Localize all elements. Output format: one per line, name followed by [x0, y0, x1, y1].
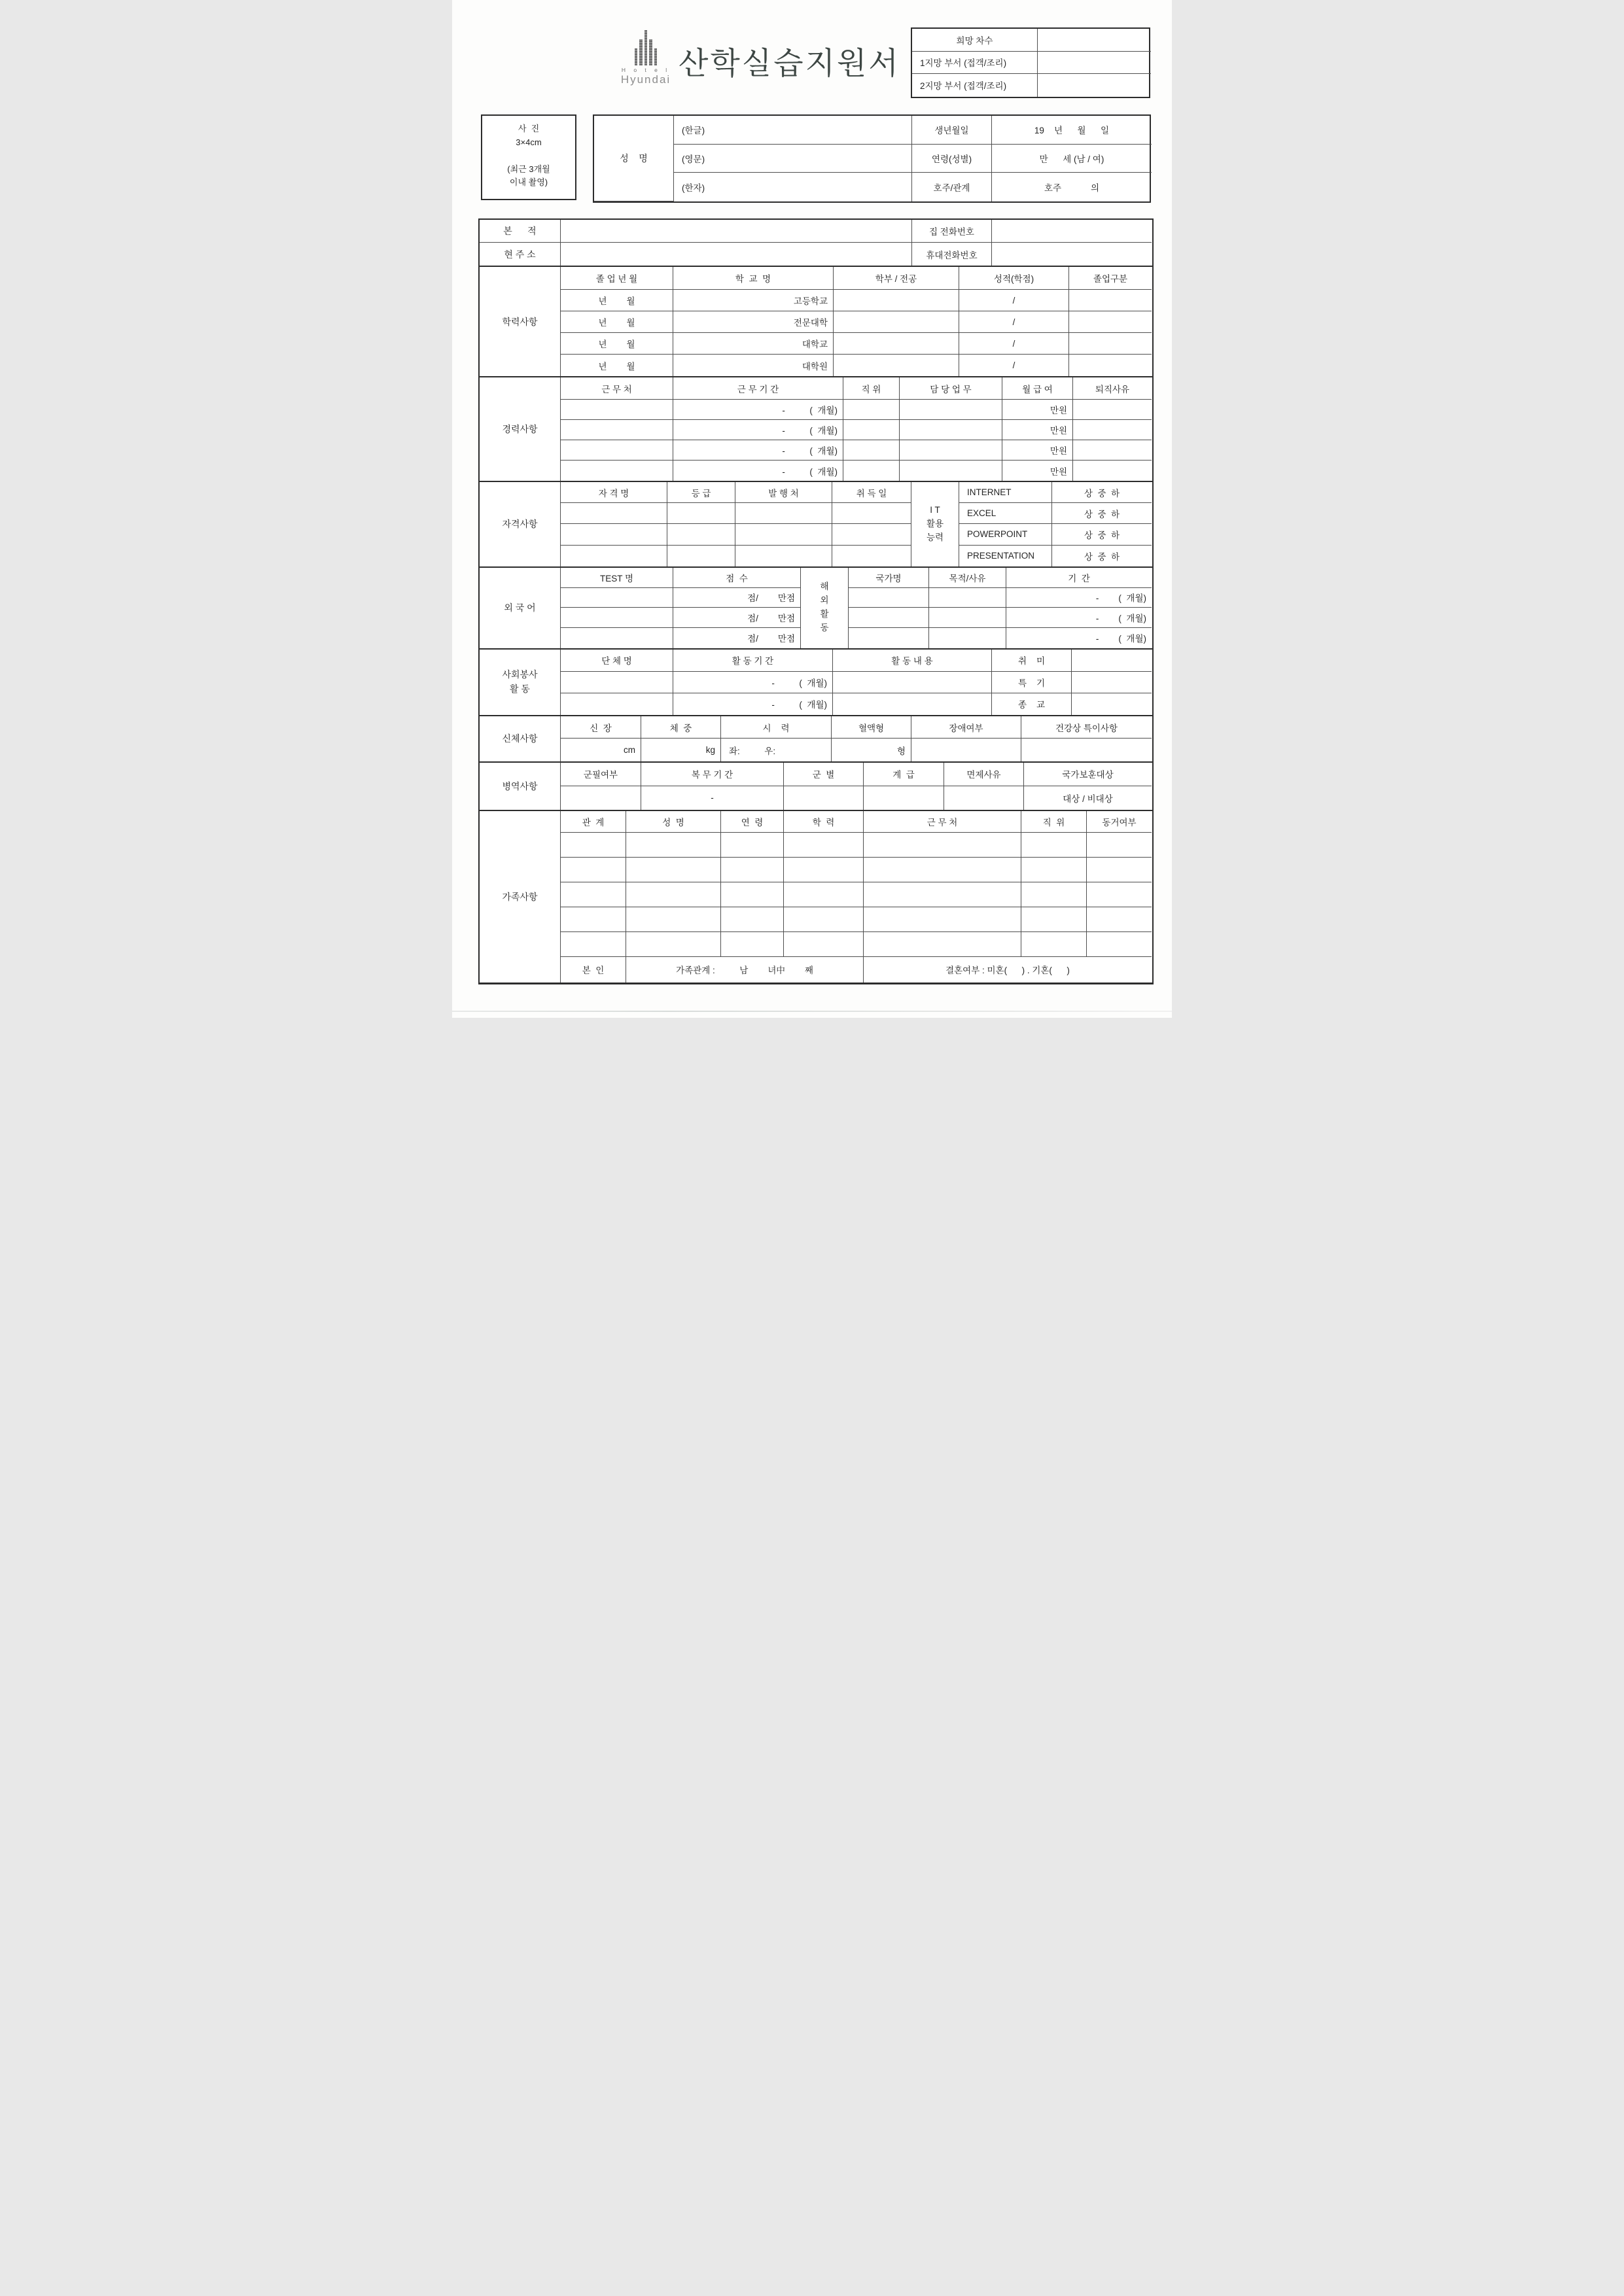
- weight-header: 체 중: [641, 716, 721, 739]
- military-served-header: 군필여부: [561, 763, 641, 786]
- it-label-line: I T: [930, 504, 940, 515]
- home-phone-value: [992, 220, 1152, 243]
- it-skill-powerpoint: POWERPOINT: [959, 524, 1052, 545]
- religion-label: 종 교: [992, 693, 1072, 715]
- career-row-company: [561, 440, 673, 461]
- education-row-grade: /: [959, 311, 1069, 333]
- veteran-cell: 대상 / 비대상: [1063, 793, 1113, 804]
- volunteer-label-line: 사회봉사: [502, 669, 538, 680]
- career-header-salary: 월 급 여: [1002, 377, 1073, 400]
- volunteer-row-period: - ( 개월): [673, 693, 833, 715]
- education-row-grade: /: [959, 355, 1069, 376]
- mobile-phone-value: [992, 243, 1152, 266]
- health-note-cell: [1021, 739, 1152, 761]
- cert-row-level: [667, 503, 735, 524]
- family-row-cell: [864, 833, 1021, 858]
- vision-header: 시 력: [721, 716, 832, 739]
- blood-cell: 형: [832, 739, 911, 761]
- education-row-school: 고등학교: [673, 290, 834, 311]
- veteran-header: 국가보훈대상: [1024, 763, 1152, 786]
- education-header-date: 졸 업 년 월: [561, 267, 673, 290]
- cert-header-name: 자 격 명: [561, 482, 667, 503]
- purpose-cell: [929, 608, 1006, 628]
- birthdate-label: 생년월일: [912, 116, 992, 145]
- cert-row-date: [832, 546, 911, 566]
- career-row-position: [843, 400, 900, 420]
- military-branch-header: 군 별: [784, 763, 864, 786]
- hope-round-value: [1038, 29, 1151, 52]
- householder-label: 호주/관계: [912, 173, 992, 201]
- career-section-label: 경력사항: [480, 377, 561, 481]
- family-row-cell: [784, 907, 864, 932]
- family-row-cell: [721, 858, 784, 882]
- weight-cell: kg: [641, 739, 721, 761]
- career-row-duty: [900, 440, 1002, 461]
- education-header-grade: 성적(학점): [959, 267, 1069, 290]
- hope-round-table: [911, 27, 1150, 98]
- cert-row-issuer: [735, 546, 832, 566]
- home-phone-label: 집 전화번호: [912, 220, 992, 243]
- it-skill-excel: EXCEL: [959, 503, 1052, 524]
- career-header-duty: 담 당 업 무: [900, 377, 1002, 400]
- period-cell: - ( 개월): [1006, 588, 1152, 608]
- purpose-header: 목적/사유: [929, 568, 1006, 588]
- section-registry: [480, 218, 1152, 266]
- volunteer-header-content: 활 동 내 용: [833, 650, 992, 672]
- career-header-period: 근 무 기 간: [673, 377, 843, 400]
- family-row-cell: [1021, 932, 1087, 957]
- period-header: 기 간: [1006, 568, 1152, 588]
- volunteer-row-org: [561, 693, 673, 715]
- section-foreign-language: [480, 566, 1152, 648]
- country-cell: [849, 628, 929, 648]
- family-row-cell: [864, 932, 1021, 957]
- section-education: [480, 266, 1152, 376]
- family-row-cell: [626, 932, 721, 957]
- cert-row-name: [561, 546, 667, 566]
- family-row-cell: [1087, 882, 1152, 907]
- health-note-header: 건강상 특이사항: [1021, 716, 1152, 739]
- volunteer-section-label: [480, 650, 561, 715]
- photo-note-1: (최근 3개월: [507, 164, 550, 174]
- career-row-duty: [900, 461, 1002, 481]
- height-cell: cm: [561, 739, 641, 761]
- education-row-type: [1069, 355, 1152, 376]
- section-volunteer: [480, 648, 1152, 715]
- career-header-position: 직 위: [843, 377, 900, 400]
- score-cell: 점/ 만점: [673, 608, 801, 628]
- family-row-cell: [561, 932, 626, 957]
- score-header: 점 수: [673, 568, 801, 588]
- name-section-label: 성 명: [594, 116, 674, 201]
- it-scale: 상 중 하: [1084, 551, 1120, 562]
- test-name-header: TEST 명: [561, 568, 673, 588]
- overseas-label-line: 동: [820, 623, 829, 633]
- hobby-label: 취 미: [992, 650, 1072, 672]
- cert-row-level: [667, 546, 735, 566]
- it-skills-label: [911, 482, 959, 566]
- family-row-cell: [1087, 833, 1152, 858]
- education-row-date: 년 월: [561, 333, 673, 355]
- age-gender-value: 만 세 (남 / 여): [992, 145, 1152, 173]
- career-row-reason: [1073, 420, 1152, 440]
- cert-header-level: 등 급: [667, 482, 735, 503]
- volunteer-row-content: [833, 672, 992, 693]
- family-header-workplace: 근 무 처: [864, 811, 1021, 833]
- score-cell: 점/ 만점: [673, 588, 801, 608]
- career-row-company: [561, 461, 673, 481]
- photo-size: 3×4cm: [516, 137, 542, 147]
- main-form-table: [478, 218, 1154, 984]
- military-period-cell: -: [641, 786, 784, 810]
- name-hanja-cell: (한자): [674, 173, 912, 201]
- address-label: 현 주 소: [480, 243, 561, 266]
- family-row-cell: [721, 833, 784, 858]
- family-row-cell: [561, 858, 626, 882]
- photo-note-2: 이내 촬영): [509, 177, 548, 187]
- career-row-salary: 만원: [1002, 461, 1073, 481]
- hotel-hyundai-logo: [614, 30, 677, 86]
- section-family: [480, 810, 1152, 983]
- family-row-cell: [1087, 858, 1152, 882]
- photo-label: 사 진: [518, 124, 540, 133]
- section-physical: [480, 715, 1152, 761]
- physical-section-label: 신체사항: [480, 716, 561, 761]
- career-row-duty: [900, 400, 1002, 420]
- overseas-activity-label: [801, 568, 849, 648]
- cert-row-issuer: [735, 503, 832, 524]
- family-row-cell: [1021, 907, 1087, 932]
- education-row-grade: /: [959, 290, 1069, 311]
- it-skill-presentation: PRESENTATION: [959, 546, 1052, 566]
- cert-header-issuer: 발 행 처: [735, 482, 832, 503]
- family-row-cell: [626, 907, 721, 932]
- family-row-cell: [784, 833, 864, 858]
- family-row-cell: [561, 833, 626, 858]
- application-form-page: [452, 0, 1172, 1018]
- career-row-period: - ( 개월): [673, 461, 843, 481]
- foreign-language-section-label: 외 국 어: [480, 568, 561, 648]
- country-cell: [849, 608, 929, 628]
- blood-header: 혈액형: [832, 716, 911, 739]
- family-row-cell: [784, 932, 864, 957]
- address-value: [561, 243, 912, 266]
- householder-value: 호주 의: [1044, 183, 1100, 193]
- education-row-type: [1069, 311, 1152, 333]
- family-row-cell: [561, 907, 626, 932]
- volunteer-row-org: [561, 672, 673, 693]
- family-row-cell: [864, 858, 1021, 882]
- family-row-cell: [721, 882, 784, 907]
- height-header: 신 장: [561, 716, 641, 739]
- education-row-grade: /: [959, 333, 1069, 355]
- family-row-cell: [1021, 833, 1087, 858]
- career-row-salary: 만원: [1002, 400, 1073, 420]
- purpose-cell: [929, 628, 1006, 648]
- career-row-salary: 만원: [1002, 440, 1073, 461]
- section-certificates: [480, 481, 1152, 566]
- hope-round-label: 희망 차수: [912, 29, 1038, 52]
- education-row-school: 전문대학: [673, 311, 834, 333]
- cert-row-level: [667, 524, 735, 545]
- overseas-label-line: 활: [820, 609, 829, 619]
- score-cell: 점/ 만점: [673, 628, 801, 648]
- education-row-date: 년 월: [561, 355, 673, 376]
- it-skill-internet: INTERNET: [959, 482, 1052, 503]
- purpose-cell: [929, 588, 1006, 608]
- military-exempt-cell: [944, 786, 1024, 810]
- education-row-major: [834, 311, 959, 333]
- section-military: [480, 761, 1152, 810]
- country-header: 국가명: [849, 568, 929, 588]
- photo-box: [481, 114, 576, 200]
- it-scale: 상 중 하: [1052, 482, 1152, 503]
- career-row-period: - ( 개월): [673, 440, 843, 461]
- family-row-cell: [721, 907, 784, 932]
- section-career: [480, 376, 1152, 481]
- family-row-cell: [784, 858, 864, 882]
- logo-brand-text: Hyundai: [620, 73, 671, 86]
- family-row-cell: [561, 882, 626, 907]
- test-name-cell: [561, 608, 673, 628]
- career-row-reason: [1073, 461, 1152, 481]
- scan-artifact-line: [452, 1011, 1172, 1012]
- career-row-position: [843, 420, 900, 440]
- volunteer-label-line: 활 동: [510, 683, 530, 694]
- family-relation-cell: 가족관계 : 남 녀中 째: [626, 957, 864, 983]
- family-header-relation: 관 계: [561, 811, 626, 833]
- family-row-cell: [1021, 882, 1087, 907]
- overseas-label-line: 외: [820, 595, 829, 606]
- family-header-age: 연 령: [721, 811, 784, 833]
- family-row-cell: [864, 882, 1021, 907]
- name-hangul-cell: (한글): [674, 116, 912, 145]
- cert-row-name: [561, 524, 667, 545]
- education-row-school: 대학원: [673, 355, 834, 376]
- military-period-header: 복 무 기 간: [641, 763, 784, 786]
- family-row-cell: [1021, 858, 1087, 882]
- form-title: 산학실습지원서: [679, 46, 900, 80]
- period-cell: - ( 개월): [1006, 608, 1152, 628]
- family-section-label: 가족사항: [480, 811, 561, 983]
- test-name-cell: [561, 588, 673, 608]
- family-row-cell: [1087, 907, 1152, 932]
- it-scale: 상 중 하: [1052, 524, 1152, 545]
- education-row-school: 대학교: [673, 333, 834, 355]
- military-rank-cell: [864, 786, 944, 810]
- test-name-cell: [561, 628, 673, 648]
- career-row-company: [561, 420, 673, 440]
- family-marriage-cell: 결혼여부 : 미혼( ) . 기혼( ): [945, 965, 1070, 976]
- education-row-major: [834, 355, 959, 376]
- logo-hotel-text: H o t e l: [621, 67, 671, 73]
- education-row-date: 년 월: [561, 311, 673, 333]
- career-row-period: - ( 개월): [673, 400, 843, 420]
- it-label-line: 능력: [926, 532, 944, 542]
- education-header-major: 학부 / 전공: [834, 267, 959, 290]
- family-row-cell: [626, 833, 721, 858]
- family-row-cell: [721, 932, 784, 957]
- building-towers-icon: [614, 30, 677, 65]
- volunteer-header-period: 활 동 기 간: [673, 650, 833, 672]
- career-row-salary: 만원: [1002, 420, 1073, 440]
- religion-value: [1072, 693, 1152, 715]
- education-row-type: [1069, 290, 1152, 311]
- career-row-position: [843, 461, 900, 481]
- career-header-reason: 퇴직사유: [1073, 377, 1152, 400]
- first-choice-value: [1038, 52, 1151, 75]
- military-section-label: 병역사항: [480, 763, 561, 810]
- first-choice-label: 1지망 부서 (접객/조리): [912, 52, 1038, 75]
- career-row-reason: [1073, 400, 1152, 420]
- overseas-label-line: 해: [820, 582, 829, 592]
- cert-header-date: 취 득 일: [832, 482, 911, 503]
- education-row-date: 년 월: [561, 290, 673, 311]
- career-row-duty: [900, 420, 1002, 440]
- specialty-label: 특 기: [992, 672, 1072, 693]
- cert-row-date: [832, 503, 911, 524]
- birthdate-value: 19 년 월 일: [992, 116, 1152, 145]
- volunteer-row-content: [833, 693, 992, 715]
- period-cell: - ( 개월): [1095, 634, 1146, 644]
- career-row-company: [561, 400, 673, 420]
- family-header-education: 학 력: [784, 811, 864, 833]
- education-row-major: [834, 290, 959, 311]
- country-cell: [849, 588, 929, 608]
- registry-value: [561, 220, 912, 243]
- education-header-type: 졸업구분: [1069, 267, 1152, 290]
- name-english-cell: (영문): [674, 145, 912, 173]
- career-row-reason: [1073, 440, 1152, 461]
- military-served-cell: [561, 786, 641, 810]
- family-self-cell: 본 인: [561, 957, 626, 983]
- family-row-cell: [626, 882, 721, 907]
- family-header-name: 성 명: [626, 811, 721, 833]
- family-header-position: 직 위: [1021, 811, 1087, 833]
- education-header-school: 학 교 명: [673, 267, 834, 290]
- military-rank-header: 계 급: [864, 763, 944, 786]
- military-branch-cell: [784, 786, 864, 810]
- military-exempt-header: 면제사유: [944, 763, 1024, 786]
- mobile-phone-label: 휴대전화번호: [912, 243, 992, 266]
- vision-cell: 좌: 우:: [721, 739, 832, 761]
- family-row-cell: [864, 907, 1021, 932]
- second-choice-value: [1038, 74, 1151, 97]
- education-row-major: [834, 333, 959, 355]
- family-row-cell: [626, 858, 721, 882]
- registry-label: 본 적: [480, 220, 561, 243]
- age-gender-label: 연령(성별): [912, 145, 992, 173]
- family-row-cell: [784, 882, 864, 907]
- disability-cell: [911, 739, 1021, 761]
- disability-header: 장애여부: [911, 716, 1021, 739]
- education-row-type: [1069, 333, 1152, 355]
- career-row-period: - ( 개월): [673, 420, 843, 440]
- family-header-cohabit: 동거여부: [1087, 811, 1152, 833]
- specialty-value: [1072, 672, 1152, 693]
- volunteer-row-period: - ( 개월): [673, 672, 833, 693]
- family-row-cell: [1087, 932, 1152, 957]
- education-section-label: 학력사항: [480, 267, 561, 376]
- second-choice-label: 2지망 부서 (접객/조리): [912, 74, 1038, 97]
- cert-row-name: [561, 503, 667, 524]
- hobby-value: [1072, 650, 1152, 672]
- it-label-line: 활용: [926, 518, 944, 529]
- career-header-company: 근 무 처: [561, 377, 673, 400]
- cert-row-date: [832, 524, 911, 545]
- name-table: [593, 114, 1151, 203]
- volunteer-header-org: 단 체 명: [561, 650, 673, 672]
- cert-row-issuer: [735, 524, 832, 545]
- certificates-section-label: 자격사항: [480, 482, 561, 566]
- career-row-position: [843, 440, 900, 461]
- it-scale: 상 중 하: [1052, 503, 1152, 524]
